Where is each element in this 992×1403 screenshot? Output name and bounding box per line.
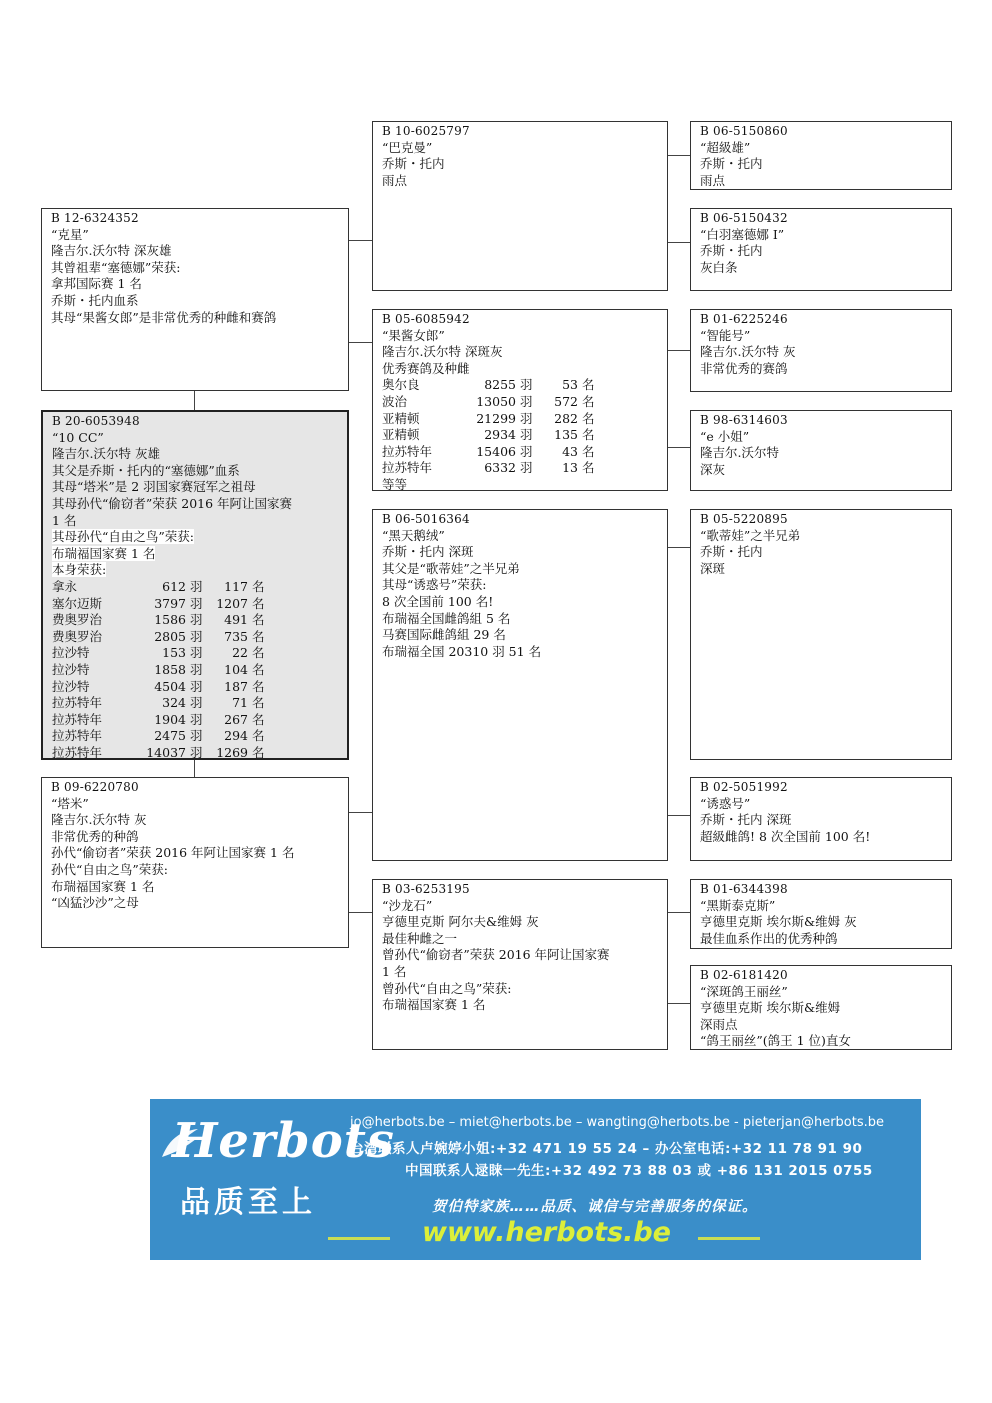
breeder: 乔斯・托内 (382, 156, 445, 172)
color: 灰白条 (700, 259, 738, 275)
connector (667, 350, 690, 351)
unit: 名 (252, 711, 265, 727)
unit: 名 (252, 578, 265, 594)
location: 拉沙特 (52, 678, 90, 694)
unit: 名 (582, 377, 595, 393)
unit: 羽 (520, 410, 533, 426)
pigeon-name: “智能号” (700, 327, 751, 343)
unit: 名 (252, 612, 265, 628)
breeder: 隆吉尔.沃尔特 (700, 445, 779, 461)
ring-number: B 02-5051992 (700, 780, 788, 794)
bird-count: 8255 (484, 377, 516, 393)
note: 超級雌鸽! 8 次全国前 100 名! (700, 828, 871, 844)
result-row (382, 411, 658, 428)
dam-dam-box (372, 879, 668, 1050)
unit: 羽 (520, 393, 533, 409)
placing: 572 (554, 393, 578, 409)
unit: 羽 (190, 744, 203, 760)
pigeon-name: “黑天鹅绒” (382, 527, 445, 543)
result-row (382, 460, 658, 477)
result-row (382, 444, 658, 461)
connector (667, 547, 690, 548)
bird-count: 324 (162, 695, 186, 711)
color: 深灰 (700, 461, 726, 477)
placing: 117 (224, 578, 248, 594)
pigeon-name: “果酱女郎” (382, 327, 445, 343)
breeder: 亨德里克斯 埃尔斯&维姆 灰 (700, 914, 857, 930)
unit: 羽 (190, 645, 203, 661)
note: 布瑞福国家赛 1 名 (52, 545, 156, 561)
color: 深雨点 (700, 1016, 738, 1032)
bird-count: 2475 (154, 728, 186, 744)
result-row (52, 695, 338, 712)
herbots-banner (150, 1099, 921, 1260)
location: 拉苏特年 (52, 728, 103, 744)
note: 马赛国际雌鸽組 29 名 (382, 627, 506, 643)
result-row (52, 579, 338, 596)
breeder: 乔斯・托内 深斑 (700, 812, 792, 828)
pigeon-name: “沙龙石” (382, 897, 433, 913)
unit: 羽 (520, 377, 533, 393)
dam-dam-sire-box (690, 879, 952, 949)
ring-number: B 06-5016364 (382, 512, 470, 526)
connector (194, 760, 195, 777)
color: 雨点 (382, 172, 408, 188)
location: 拉沙特 (52, 645, 90, 661)
note: 等等 (382, 476, 408, 491)
sire-sire-dam-box (690, 208, 952, 291)
sire-dam-box (372, 309, 668, 491)
unit: 羽 (190, 695, 203, 711)
note: 优秀赛鸽及种雌 (382, 360, 470, 376)
location: 波治 (382, 393, 408, 409)
pigeon-name: “塔米” (51, 795, 89, 811)
bird-count: 15406 (476, 443, 516, 459)
breeder: 乔斯・托内 (700, 156, 763, 172)
unit: 名 (582, 460, 595, 476)
bird-count: 3797 (154, 595, 186, 611)
unit: 名 (252, 628, 265, 644)
sire-dam-sire-box (690, 309, 952, 392)
note: 8 次全国前 100 名! (382, 593, 494, 609)
unit: 羽 (190, 595, 203, 611)
unit: 羽 (520, 443, 533, 459)
note: 其曾祖辈“塞德娜”荣获: (51, 259, 181, 275)
unit: 名 (582, 443, 595, 459)
note: 其父是“歌蒂娃”之半兄弟 (382, 560, 520, 576)
result-row (52, 679, 338, 696)
note: 1 名 (382, 963, 407, 979)
placing: 282 (554, 410, 578, 426)
unit: 羽 (190, 678, 203, 694)
unit: 名 (582, 427, 595, 443)
location: 亚精顿 (382, 427, 420, 443)
result-row (52, 629, 338, 646)
motto: 贺伯特家族……品质、诚信与完善服务的保证。 (432, 1199, 758, 1215)
note: 最佳血系作出的优秀种鸽 (700, 930, 838, 946)
unit: 羽 (190, 578, 203, 594)
pigeon-name: “深斑鸽王丽丝” (700, 983, 788, 999)
color: 深斑 (700, 560, 726, 576)
sire-dam-dam-box (690, 410, 952, 491)
pigeon-name: “超級雄” (700, 139, 751, 155)
dam-dam-dam-box (690, 965, 952, 1050)
ring-number: B 05-6085942 (382, 312, 470, 326)
unit: 名 (252, 645, 265, 661)
pigeon-name: “10 CC” (52, 429, 104, 445)
note: 孙代“偷窃者”荣获 2016 年阿让国家赛 1 名 (51, 845, 295, 861)
location: 亚精顿 (382, 410, 420, 426)
unit: 名 (252, 661, 265, 677)
bird-count: 1586 (154, 612, 186, 628)
herbots-logo: Herbots (172, 1113, 395, 1169)
pigeon-name: “e 小姐” (700, 428, 750, 444)
breeder: 隆吉尔.沃尔特 灰 (700, 344, 796, 360)
placing: 735 (224, 628, 248, 644)
placing: 1207 (216, 595, 248, 611)
note: 曾孙代“偷窃者”荣获 2016 年阿让国家赛 (382, 947, 610, 963)
location: 拉沙特 (52, 661, 90, 677)
bird-count: 1904 (154, 711, 186, 727)
placing: 71 (232, 695, 248, 711)
race-results (52, 579, 338, 760)
breeder: 亨德里克斯 埃尔斯&维姆 (700, 1000, 841, 1016)
slogan: 品质至上 (180, 1185, 316, 1220)
result-row (52, 612, 338, 629)
race-results (382, 377, 658, 477)
note: 乔斯・托内血系 (51, 292, 139, 308)
ring-number: B 06-5150860 (700, 124, 788, 138)
pigeon-name: “歌蒂娃”之半兄弟 (700, 527, 801, 543)
pigeon-name: “黑斯泰克斯” (700, 897, 776, 913)
connector (194, 390, 195, 410)
breeder: 亨德里克斯 阿尔夫&维姆 灰 (382, 914, 539, 930)
unit: 名 (582, 410, 595, 426)
unit: 名 (252, 595, 265, 611)
result-row (52, 645, 338, 662)
pigeon-name: “巴克曼” (382, 139, 433, 155)
placing: 53 (562, 377, 578, 393)
dam-sire-dam-box (690, 777, 952, 861)
note: 布瑞福全国 20310 羽 51 名 (382, 643, 542, 659)
note: 孙代“自由之鸟”荣获: (51, 861, 168, 877)
connector (667, 242, 690, 243)
ring-number: B 10-6025797 (382, 124, 470, 138)
unit: 羽 (190, 661, 203, 677)
placing: 13 (562, 460, 578, 476)
china-contact: 中国联系人逯睐一先生:+32 492 73 88 03 或 +86 131 2015 0755 (405, 1163, 873, 1179)
unit: 名 (252, 695, 265, 711)
note: 1 名 (52, 512, 77, 528)
sire-sire-box (372, 121, 668, 291)
placing: 22 (232, 645, 248, 661)
ring-number: B 01-6225246 (700, 312, 788, 326)
sire-box (41, 208, 349, 391)
result-row (52, 596, 338, 613)
note: 非常优秀的赛鸽 (700, 360, 788, 376)
placing: 267 (224, 711, 248, 727)
unit: 羽 (190, 711, 203, 727)
unit: 名 (582, 393, 595, 409)
pigeon-name: “白羽塞德娜 I” (700, 226, 785, 242)
bird-count: 21299 (476, 410, 516, 426)
divider (698, 1237, 760, 1240)
note: 曾孙代“自由之鸟”荣获: (382, 980, 512, 996)
unit: 名 (252, 744, 265, 760)
connector (348, 240, 372, 241)
placing: 104 (224, 661, 248, 677)
pigeon-name: “诱惑号” (700, 795, 751, 811)
unit: 名 (252, 728, 265, 744)
result-row (52, 662, 338, 679)
breeder: 乔斯・托内 (700, 544, 763, 560)
bird-count: 612 (162, 578, 186, 594)
breeder: 隆吉尔.沃尔特 灰 (51, 812, 147, 828)
ring-number: B 12-6324352 (51, 211, 139, 225)
result-row (382, 427, 658, 444)
divider (328, 1237, 390, 1240)
bird-count: 13050 (476, 393, 516, 409)
location: 拉苏特年 (52, 744, 103, 760)
color: 雨点 (700, 172, 726, 188)
connector (667, 912, 690, 913)
breeder: 隆吉尔.沃尔特 深斑灰 (382, 344, 503, 360)
unit: 羽 (190, 612, 203, 628)
breeder: 隆吉尔.沃尔特 灰雄 (52, 446, 160, 462)
pigeon-name: “克星” (51, 226, 89, 242)
ring-number: B 98-6314603 (700, 413, 788, 427)
bird-count: 4504 (154, 678, 186, 694)
email-list[interactable]: jo@herbots.be – miet@herbots.be – wangting@herbots.be - pieterjan@herbots.be (350, 1115, 884, 1130)
bird-count: 1858 (154, 661, 186, 677)
note: 其父是乔斯・托内的“塞德娜”血系 (52, 462, 240, 478)
ring-number: B 09-6220780 (51, 780, 139, 794)
dam-sire-sire-box (690, 509, 952, 760)
connector (348, 812, 372, 813)
location: 拉苏特年 (382, 443, 433, 459)
result-row (52, 728, 338, 745)
placing: 187 (224, 678, 248, 694)
breeder: 乔斯・托内 (700, 243, 763, 259)
note: “鸽王丽丝”(鸽王 1 位)直女 (700, 1033, 851, 1049)
unit: 羽 (190, 728, 203, 744)
note: 其母“塔米”是 2 羽国家赛冠军之祖母 (52, 479, 256, 495)
ring-number: B 01-6344398 (700, 882, 788, 896)
placing: 43 (562, 443, 578, 459)
connector (667, 447, 690, 448)
taiwan-contact: 台湾联系人卢婉婷小姐:+32 471 19 55 24 – 办公室电话:+32 11 78 91 90 (350, 1141, 863, 1157)
location: 拉苏特年 (52, 695, 103, 711)
unit: 羽 (520, 460, 533, 476)
note: “凶猛沙沙”之母 (51, 895, 139, 911)
placing: 1269 (216, 744, 248, 760)
ring-number: B 03-6253195 (382, 882, 470, 896)
placing: 294 (224, 728, 248, 744)
ring-number: B 20-6053948 (52, 414, 140, 428)
location: 费奥罗治 (52, 612, 103, 628)
placing: 135 (554, 427, 578, 443)
ring-number: B 06-5150432 (700, 211, 788, 225)
connector (348, 912, 372, 913)
bird-count: 14037 (146, 744, 186, 760)
note: 其母孙代“偷窃者”荣获 2016 年阿让国家赛 (52, 495, 293, 511)
placing: 491 (224, 612, 248, 628)
location: 拿永 (52, 578, 78, 594)
result-row (382, 377, 658, 394)
ring-number: B 05-5220895 (700, 512, 788, 526)
note: 最佳种雌之一 (382, 930, 458, 946)
location: 拉苏特年 (382, 460, 433, 476)
unit: 羽 (520, 427, 533, 443)
result-row (52, 712, 338, 729)
note: 布瑞福国家赛 1 名 (382, 997, 486, 1013)
note: 布瑞福全国雌鸽組 5 名 (382, 610, 511, 626)
sire-sire-sire-box (690, 121, 952, 190)
location: 塞尔迈斯 (52, 595, 103, 611)
main-pigeon-box (41, 410, 349, 760)
note: 拿邦国际赛 1 名 (51, 276, 142, 292)
website-link[interactable]: www.herbots.be (422, 1217, 671, 1248)
connector (667, 155, 690, 156)
result-row (52, 745, 338, 760)
note: 其母“诱惑号”荣获: (382, 577, 487, 593)
note: 本身荣获: (52, 562, 107, 578)
bird-count: 153 (162, 645, 186, 661)
note: 其母“果酱女郎”是非常优秀的种雌和赛鸽 (51, 309, 277, 325)
location: 拉苏特年 (52, 711, 103, 727)
ring-number: B 02-6181420 (700, 968, 788, 982)
bird-count: 2805 (154, 628, 186, 644)
note: 其母孙代“自由之鸟”荣获: (52, 529, 194, 545)
connector (348, 342, 372, 343)
breeder: 隆吉尔.沃尔特 深灰雄 (51, 243, 172, 259)
breeder: 乔斯・托内 深斑 (382, 544, 474, 560)
bird-count: 2934 (484, 427, 516, 443)
unit: 名 (252, 678, 265, 694)
location: 奥尔良 (382, 377, 420, 393)
note: 非常优秀的种鸽 (51, 828, 139, 844)
connector (667, 815, 690, 816)
dam-sire-box (372, 509, 668, 861)
connector (667, 1003, 690, 1004)
unit: 羽 (190, 628, 203, 644)
bird-count: 6332 (484, 460, 516, 476)
result-row (382, 394, 658, 411)
dam-box (41, 777, 349, 948)
location: 费奥罗治 (52, 628, 103, 644)
note: 布瑞福国家赛 1 名 (51, 878, 155, 894)
